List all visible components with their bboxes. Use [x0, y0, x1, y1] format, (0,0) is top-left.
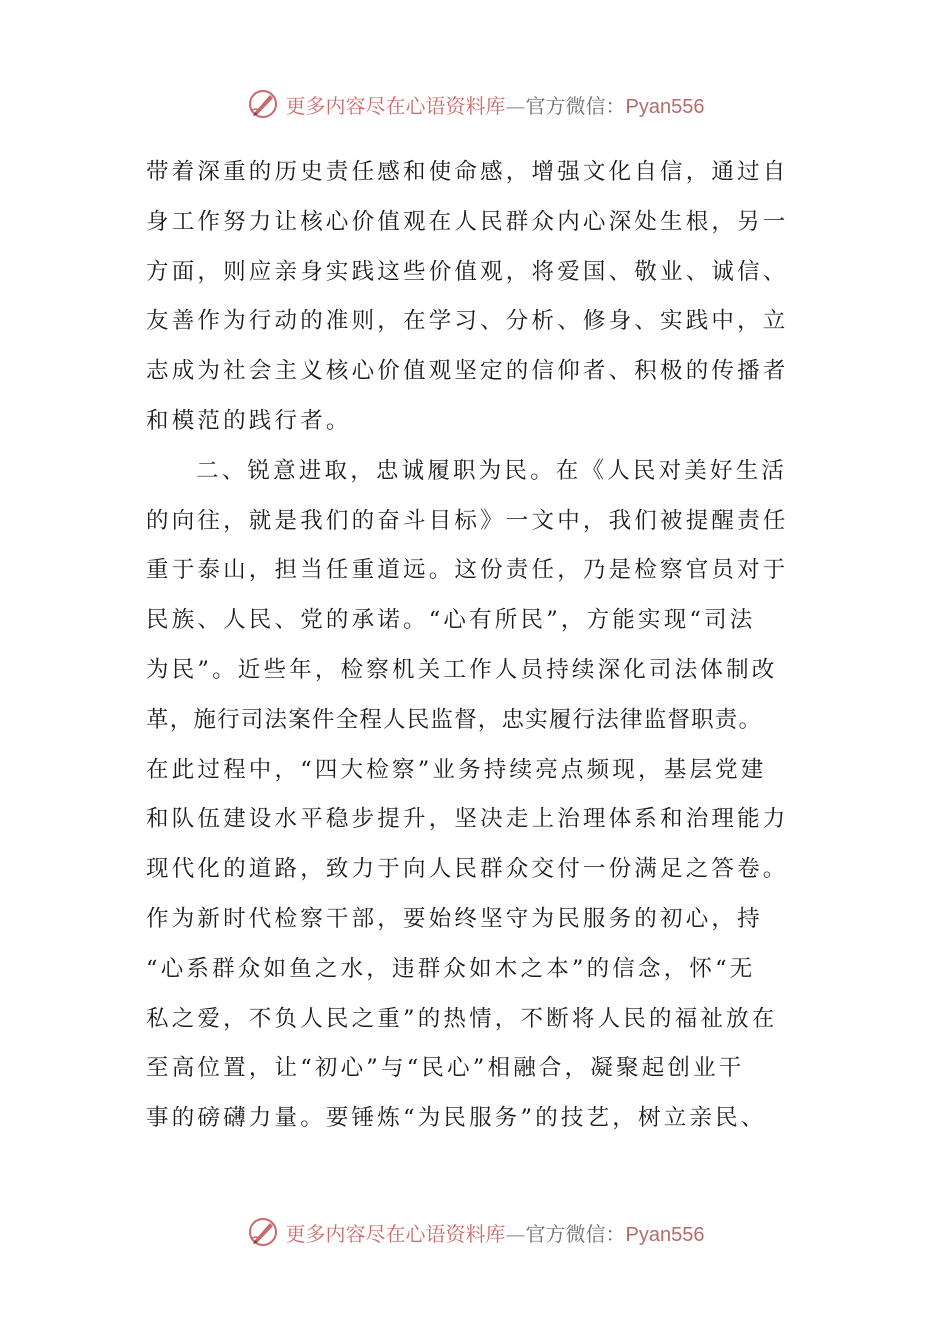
footer-watermark-text	[286, 1218, 705, 1247]
text-line: 私之爱，不负人民之重”的热情，不断将人民的福祉放在	[146, 1005, 778, 1032]
text-line: 重于泰山，担当任重道远。这份责任，乃是检察官员对于	[146, 557, 789, 584]
text-line: 在此过程中，“四大检察”业务持续亮点频现，基层党建	[146, 756, 767, 783]
text-line: “心系群众如鱼之水，违群众如木之本”的信念，怀“无	[146, 955, 756, 982]
text-line: 方面，则应亲身实践这些价值观，将爱国、敬业、诚信、	[146, 258, 789, 285]
watermark-wechat-id: Pyan556	[625, 1223, 705, 1246]
watermark-dash: —	[505, 1221, 526, 1246]
pen-logo-icon	[246, 87, 280, 121]
text-line: 和队伍建设水平稳步提升，坚决走上治理体系和治理能力	[146, 806, 789, 833]
document-body	[146, 148, 816, 1144]
text-line: 民族、人民、党的承诺。“心有所民”，方能实现“司法	[146, 607, 756, 634]
header-watermark-banner	[0, 82, 950, 126]
watermark-wechat-id: Pyan556	[625, 95, 705, 118]
pen-logo-icon	[246, 1215, 280, 1249]
text-line: 身工作努力让核心价值观在人民群众内心深处生根，另一	[146, 208, 789, 235]
text-line: 和模范的践行者。	[146, 407, 352, 434]
text-line: 带着深重的历史责任感和使命感，增强文化自信，通过自	[146, 159, 789, 185]
text-line: 至高位置，让“初心”与“民心”相融合，凝聚起创业干	[146, 1055, 745, 1082]
watermark-official-label: 官方微信：	[525, 93, 626, 118]
watermark-brand: 更多内容尽在心语资料库	[285, 1221, 506, 1246]
text-line: 为民”。近些年，检察机关工作人员持续深化司法体制改	[146, 656, 778, 683]
text-line: 志成为社会主义核心价值观坚定的信仰者、积极的传播者	[146, 358, 789, 385]
paragraph-start-line: 二、锐意进取，忠诚履职为民。在《人民对美好生活	[196, 457, 788, 484]
text-line: 事的磅礴力量。要锤炼“为民服务”的技艺，树立亲民、	[146, 1105, 767, 1132]
text-line: 革，施行司法案件全程人民监督，忠实履行法律监督职责。	[146, 706, 763, 733]
text-line: 友善作为行动的准则，在学习、分析、修身、实践中，立	[146, 308, 789, 335]
watermark-brand: 更多内容尽在心语资料库	[285, 93, 506, 118]
watermark-dash: —	[505, 93, 526, 118]
text-line: 现代化的道路，致力于向人民群众交付一份满足之答卷。	[146, 856, 789, 883]
header-watermark-text	[286, 90, 705, 119]
watermark-official-label: 官方微信：	[525, 1221, 626, 1246]
text-line: 作为新时代检察干部，要始终坚守为民服务的初心，持	[146, 905, 763, 932]
footer-watermark-banner	[0, 1210, 950, 1254]
text-line: 的向往，就是我们的奋斗目标》一文中，我们被提醒责任	[146, 507, 789, 534]
